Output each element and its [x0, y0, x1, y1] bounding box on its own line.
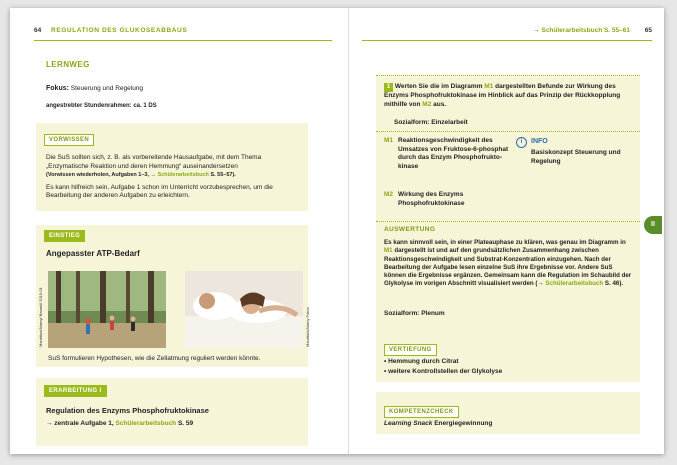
- einstieg-box: [36, 225, 308, 367]
- auswertung-sozialform: Sozialform: Plenum: [384, 310, 445, 317]
- info-text: Basiskonzept Steuerung und Regelung: [531, 149, 621, 165]
- auswertung-text: Es kann sinnvoll sein, in einer Plateauphase zu klären, was genau im Diagramm in M1 dargestellt ist und auf den grundsätzlichen Zusammenhang zwischen Reaktionsgeschwindigkeit und Substrat-Konzentration einzugehen. Nach der Bearbeitung der Aufgabe lesen einzelne SuS ihre Ergebnisse vor. Andere SuS können die Ergebnisse ergänzen. Gemeinsam kann die Regulation im Schaubild der Glykolyse im vorigen Abschnitt visualisiert werden (→ Schülerarbeitsbuch S. 46).: [384, 239, 632, 288]
- kompetenzcheck-box: [376, 392, 640, 434]
- book-spread: [10, 8, 664, 454]
- photo-credit-right: Mauritius/Alamy Fotos: [305, 307, 310, 347]
- chapter-side-tab[interactable]: II: [644, 216, 662, 234]
- einstieg-caption: SuS formulieren Hypothesen, wie die Zellatmung reguliert werden könnte.: [48, 355, 261, 362]
- task-1: 1 Werten Sie die im Diagramm M1 dargestellten Befunde zur Wirkung des Enzyms Phosphofruktokinase im Hinblick auf das Prinzip der Rückkopplung mithilfe von M2 aus.: [384, 83, 621, 108]
- vertiefung-item: • weitere Kontrollstellen der Glykolyse: [384, 368, 503, 375]
- vorwissen-tag: VORWISSEN: [44, 134, 94, 146]
- auswertung-tag: AUSWERTUNG: [384, 226, 436, 233]
- auswertung-box: [376, 222, 640, 330]
- material-m1: M1 Reaktionsgeschwindigkeit des Umsatzes von Fruktose-6-phosphat durch das Enzym Phosphofrukto-kinase: [384, 137, 509, 170]
- vorwissen-text: Die SuS sollten sich, z. B. als vorbereitende Hausaufgabe, mit dem Thema „Enzymatische Reaktion und deren Hemmung“ auseinandersetzen (Vorwissen wiederholen, Aufgaben 1–3, → Schülerarbeitsbuch S. 55–57).: [46, 154, 262, 178]
- vertiefung-tag: VERTIEFUNG: [384, 344, 437, 356]
- lernweg-heading: LERNWEG: [46, 60, 90, 69]
- vorwissen-hint: Es kann hilfreich sein, Aufgabe 1 schon im Unterricht vorzubesprechen, um die Bearbeitung der anderen Aufgaben zu erleichtern.: [46, 183, 273, 199]
- photo-credit-left: Mauritius/Alamy/ Baumli/ 2019-01: [38, 287, 43, 347]
- info-icon: i: [516, 137, 527, 148]
- task-sozialform: Sozialform: Einzelarbeit: [394, 119, 468, 126]
- chapter-title: REGULATION DES GLUKOSEABBAUS: [51, 27, 188, 34]
- right-page-number: 65: [644, 27, 652, 34]
- erarbeitung-title: Regulation des Enzyms Phosphofruktokinase: [46, 406, 209, 415]
- erarbeitung-box: [36, 378, 308, 446]
- info-label: INFO: [531, 138, 548, 145]
- vertiefung-box: [376, 330, 640, 382]
- fokus-line: Fokus: Steuerung und Regelung: [46, 85, 144, 92]
- workbook-reference: → Schülerarbeitsbuch S. 55–61: [533, 27, 630, 34]
- task-material-box: [376, 75, 640, 231]
- erarbeitung-task-ref: → zentrale Aufgabe 1, Schülerarbeitsbuch S. 59: [46, 420, 194, 427]
- task-number-badge: 1: [384, 83, 393, 92]
- einstieg-tag: EINSTIEG: [44, 230, 85, 242]
- photo-running-forest: [48, 271, 166, 348]
- right-page-header: [362, 24, 652, 41]
- erarbeitung-tag: ERARBEITUNG I: [44, 385, 107, 397]
- stundenrahmen: angestrebter Stundenrahmen: ca. 1 DS: [46, 103, 157, 109]
- material-m2: M2 Wirkung des Enzyms Phosphofruktokinase: [384, 191, 465, 207]
- vorwissen-box: [36, 123, 308, 211]
- left-page-number: 64: [34, 27, 42, 34]
- page-gutter: [348, 8, 349, 454]
- kompetenzcheck-text: Learning Snack Energiegewinnung: [384, 420, 493, 427]
- photo-sleeping-woman: [185, 271, 303, 348]
- left-page-header: [34, 24, 332, 41]
- vertiefung-item: • Hemmung durch Citrat: [384, 358, 459, 365]
- kompetenzcheck-tag: KOMPETENZCHECK: [384, 406, 459, 418]
- einstieg-title: Angepasster ATP-Bedarf: [46, 249, 140, 258]
